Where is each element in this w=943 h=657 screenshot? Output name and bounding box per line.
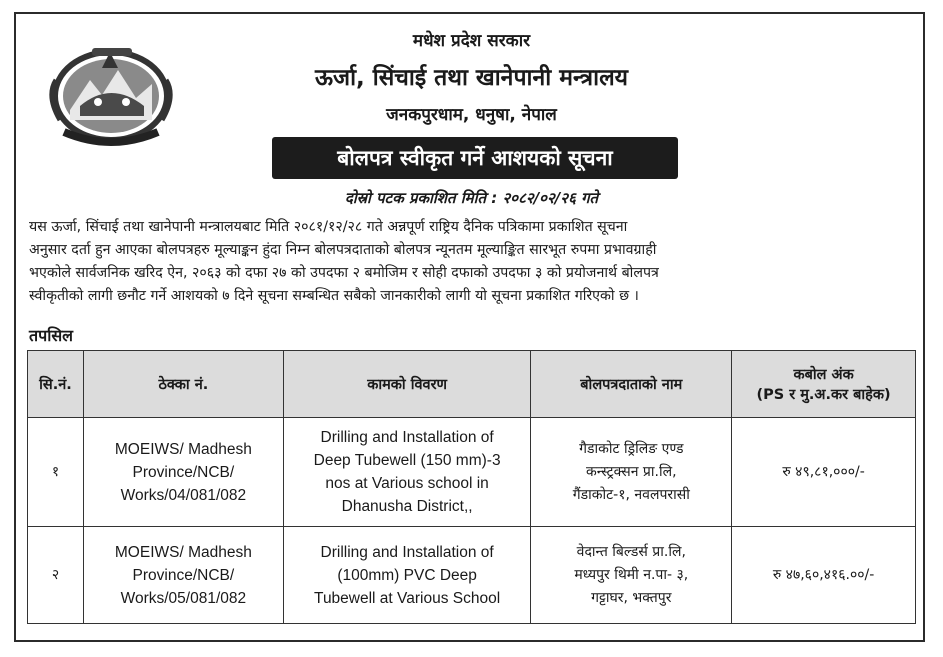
contract-line: Works/04/081/082 (120, 486, 247, 504)
details-label: तपसिल (29, 326, 74, 345)
body-line: भएकोले सार्वजनिक खरिद ऐन, २०६३ को दफा २७ को उपदफा २ बमोजिम र सोही दफाको उपदफा ३ को प्रयोजनार्थ बोलपत्र (29, 265, 659, 281)
nepal-emblem-icon (40, 40, 182, 148)
description-line: Drilling and Installation of (320, 429, 494, 446)
publication-date: दोस्रो पटक प्रकाशित मिति : २०८२/०२/२६ गते (344, 189, 599, 207)
description-line: (100mm) PVC Deep (337, 566, 477, 584)
row-description (283, 418, 531, 527)
table-row (28, 418, 916, 527)
description-line: Deep Tubewell (150 mm)-3 (313, 452, 501, 469)
contract-line: MOEIWS/ Madhesh (114, 440, 252, 458)
row-amount: रु ४७,६०,४१६.००/- (732, 527, 916, 624)
contract-line: Province/NCB/ (132, 566, 235, 584)
row-bidder (531, 527, 732, 624)
row-contract-no (83, 418, 283, 527)
bidder-line: कन्स्ट्रक्सन प्रा.लि, (586, 463, 677, 480)
government-name: मधेश प्रदेश सरकार (412, 31, 531, 51)
contract-line: Province/NCB/ (132, 463, 235, 481)
bidder-line: गट्टाघर, भक्तपुर (591, 589, 672, 606)
table-header-row (28, 351, 916, 418)
header-amount-line2: (PS र मु.अ.कर बाहेक) (756, 387, 891, 403)
header-amount (732, 351, 916, 418)
header-description: कामको विवरण (283, 351, 531, 418)
description-line: Tubewell at Various School (314, 589, 501, 607)
notice-title: बोलपत्र स्वीकृत गर्ने आशयको सूचना (272, 137, 678, 179)
bid-table (27, 350, 916, 624)
row-contract-no (83, 527, 283, 624)
notice-body (29, 216, 917, 308)
header-bidder: बोलपत्रदाताको नाम (531, 351, 732, 418)
body-line: अनुसार दर्ता हुन आएका बोलपत्रहरु मूल्याङ्कन हुंदा निम्न बोलपत्रदाताको बोलपत्र न्यूनतम मूल्याङ्कित सारभूत रुपमा प्रभावग्राही (29, 242, 657, 258)
header-sn: सि.नं. (28, 351, 84, 418)
body-line: स्वीकृतीको लागी छनौट गर्ने आशयको ७ दिने सूचना सम्बन्धित सबैको जानकारीको लागी यो सूचना प्रकाशित गरिएको छ । (29, 288, 639, 304)
header-contract-no: ठेक्का नं. (83, 351, 283, 418)
row-sn: १ (28, 418, 84, 527)
row-sn: २ (28, 527, 84, 624)
row-amount: रु ४९,८१,०००/- (732, 418, 916, 527)
description-line: Drilling and Installation of (320, 543, 494, 561)
table-row (28, 527, 916, 624)
ministry-name: ऊर्जा, सिंचाई तथा खानेपानी मन्त्रालय (314, 65, 629, 91)
bidder-line: गैडाकोट ड्रिलिङ एण्ड (579, 440, 684, 457)
bidder-line: वेदान्त बिल्डर्स प्रा.लि, (576, 543, 686, 560)
contract-line: Works/05/081/082 (120, 589, 247, 607)
body-line: यस ऊर्जा, सिंचाई तथा खानेपानी मन्त्रालयबाट मिति २०८१/१२/२८ गते अन्नपूर्ण राष्ट्रिय दैनिक पत्रिकामा प्रकाशित सूचना (29, 219, 628, 235)
row-description (283, 527, 531, 624)
bidder-line: गैंडाकोट-१, नवलपरासी (572, 486, 690, 503)
description-line: nos at Various school in (325, 475, 489, 492)
contract-line: MOEIWS/ Madhesh (114, 543, 252, 561)
bidder-line: मध्यपुर थिमी न.पा- ३, (574, 566, 689, 583)
description-line: Dhanusha District,, (341, 498, 473, 515)
row-bidder (531, 418, 732, 527)
ministry-location: जनकपुरधाम, धनुषा, नेपाल (386, 105, 557, 125)
header-amount-line1: कबोल अंक (793, 367, 854, 383)
